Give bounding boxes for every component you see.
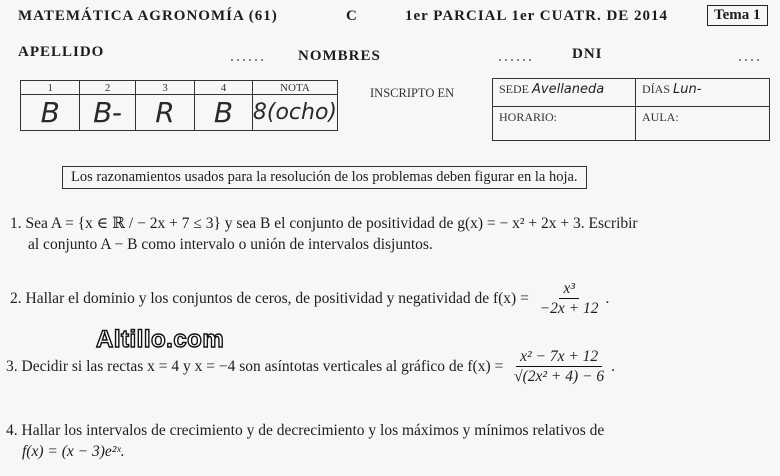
grade-value: B (213, 95, 234, 129)
dias-value: Lun- (673, 82, 702, 97)
question-1 (10, 213, 775, 255)
question-text: f(x) = (x − 3)e²ˣ. (22, 443, 125, 460)
grade-header: 2 (80, 81, 135, 95)
grade-header: 1 (21, 81, 80, 95)
fraction-denominator: −2x + 12 (539, 300, 599, 317)
tema-badge: Tema 1 (707, 5, 768, 26)
grades-table (20, 80, 338, 131)
grade-header: NOTA (252, 81, 337, 95)
horario-label: HORARIO: (499, 110, 558, 124)
fraction (536, 280, 603, 319)
grade-header: 4 (195, 81, 253, 95)
grade-header: 3 (135, 81, 194, 95)
watermark-logo: Altillo.com (96, 326, 225, 353)
apellido-label: APELLIDO (18, 44, 105, 60)
question-3: 3. Decidir si las rectas x = 4 y x = −4 son asíntotas verticales al gráfico de f(x) = $\frac{\text{x² − 7x + 12}}{\text{√(2x² + 4) − 6}}$ . (6, 348, 616, 385)
question-number: 4. (6, 422, 18, 439)
comision-label: C (346, 8, 358, 24)
aula-label: AULA: (642, 110, 679, 124)
grade-value: B (40, 95, 60, 129)
dni-label: DNI (572, 46, 603, 62)
nombres-dots: ...... (498, 48, 534, 65)
notice-box: Los razonamientos usados para la resolución de los problemas deben figurar en la hoja. (62, 166, 587, 189)
question-text: Decidir si las rectas x = 4 y x = −4 son asíntotas verticales al gráfico de f(x) = (21, 358, 504, 376)
question-number: 1. (10, 215, 22, 232)
grade-value: 8(ocho) (252, 99, 337, 125)
question-number: 2. (10, 290, 22, 308)
question-text: al conjunto A − B como intervalo o unión de intervalos disjuntos. (28, 236, 433, 253)
fraction-numerator: x³ (559, 280, 579, 299)
grade-value: B- (93, 95, 122, 129)
question-number: 3. (6, 358, 18, 376)
dias-label: DÍAS (642, 82, 671, 96)
fraction-denominator: √(2x² + 4) − 6 (514, 368, 605, 385)
dni-dots: .... (738, 48, 762, 65)
question-4 (6, 420, 778, 462)
exam-title: 1er PARCIAL 1er CUATR. DE 2014 (405, 8, 669, 24)
fraction-numerator: x² − 7x + 12 (516, 348, 602, 367)
question-text: Sea A = {x ∈ ℝ / − 2x + 7 ≤ 3} y sea B el conjunto de positividad de g(x) = − x² + 2x + 3. Escribir (25, 215, 638, 232)
nombres-label: NOMBRES (298, 48, 381, 64)
inscripto-label: INSCRIPTO EN (370, 86, 455, 100)
question-2: 2. Hallar el dominio y los conjuntos de ceros, de positividad y negatividad de f(x) = $\frac{\text{x³}}{-2x + 12}$ . (10, 280, 610, 317)
sede-label: SEDE (499, 82, 529, 96)
info-table (492, 78, 770, 141)
sede-value: Avellaneda (532, 82, 605, 97)
question-text: Hallar los intervalos de crecimiento y de decrecimiento y los máximos y mínimos relativos de (21, 422, 605, 439)
grade-value: R (155, 95, 175, 129)
course-title: MATEMÁTICA AGRONOMÍA (61) (18, 8, 278, 24)
question-text: Hallar el dominio y los conjuntos de ceros, de positividad y negatividad de f(x) = (25, 290, 529, 308)
apellido-dots: ...... (230, 48, 266, 65)
fraction (510, 348, 608, 387)
